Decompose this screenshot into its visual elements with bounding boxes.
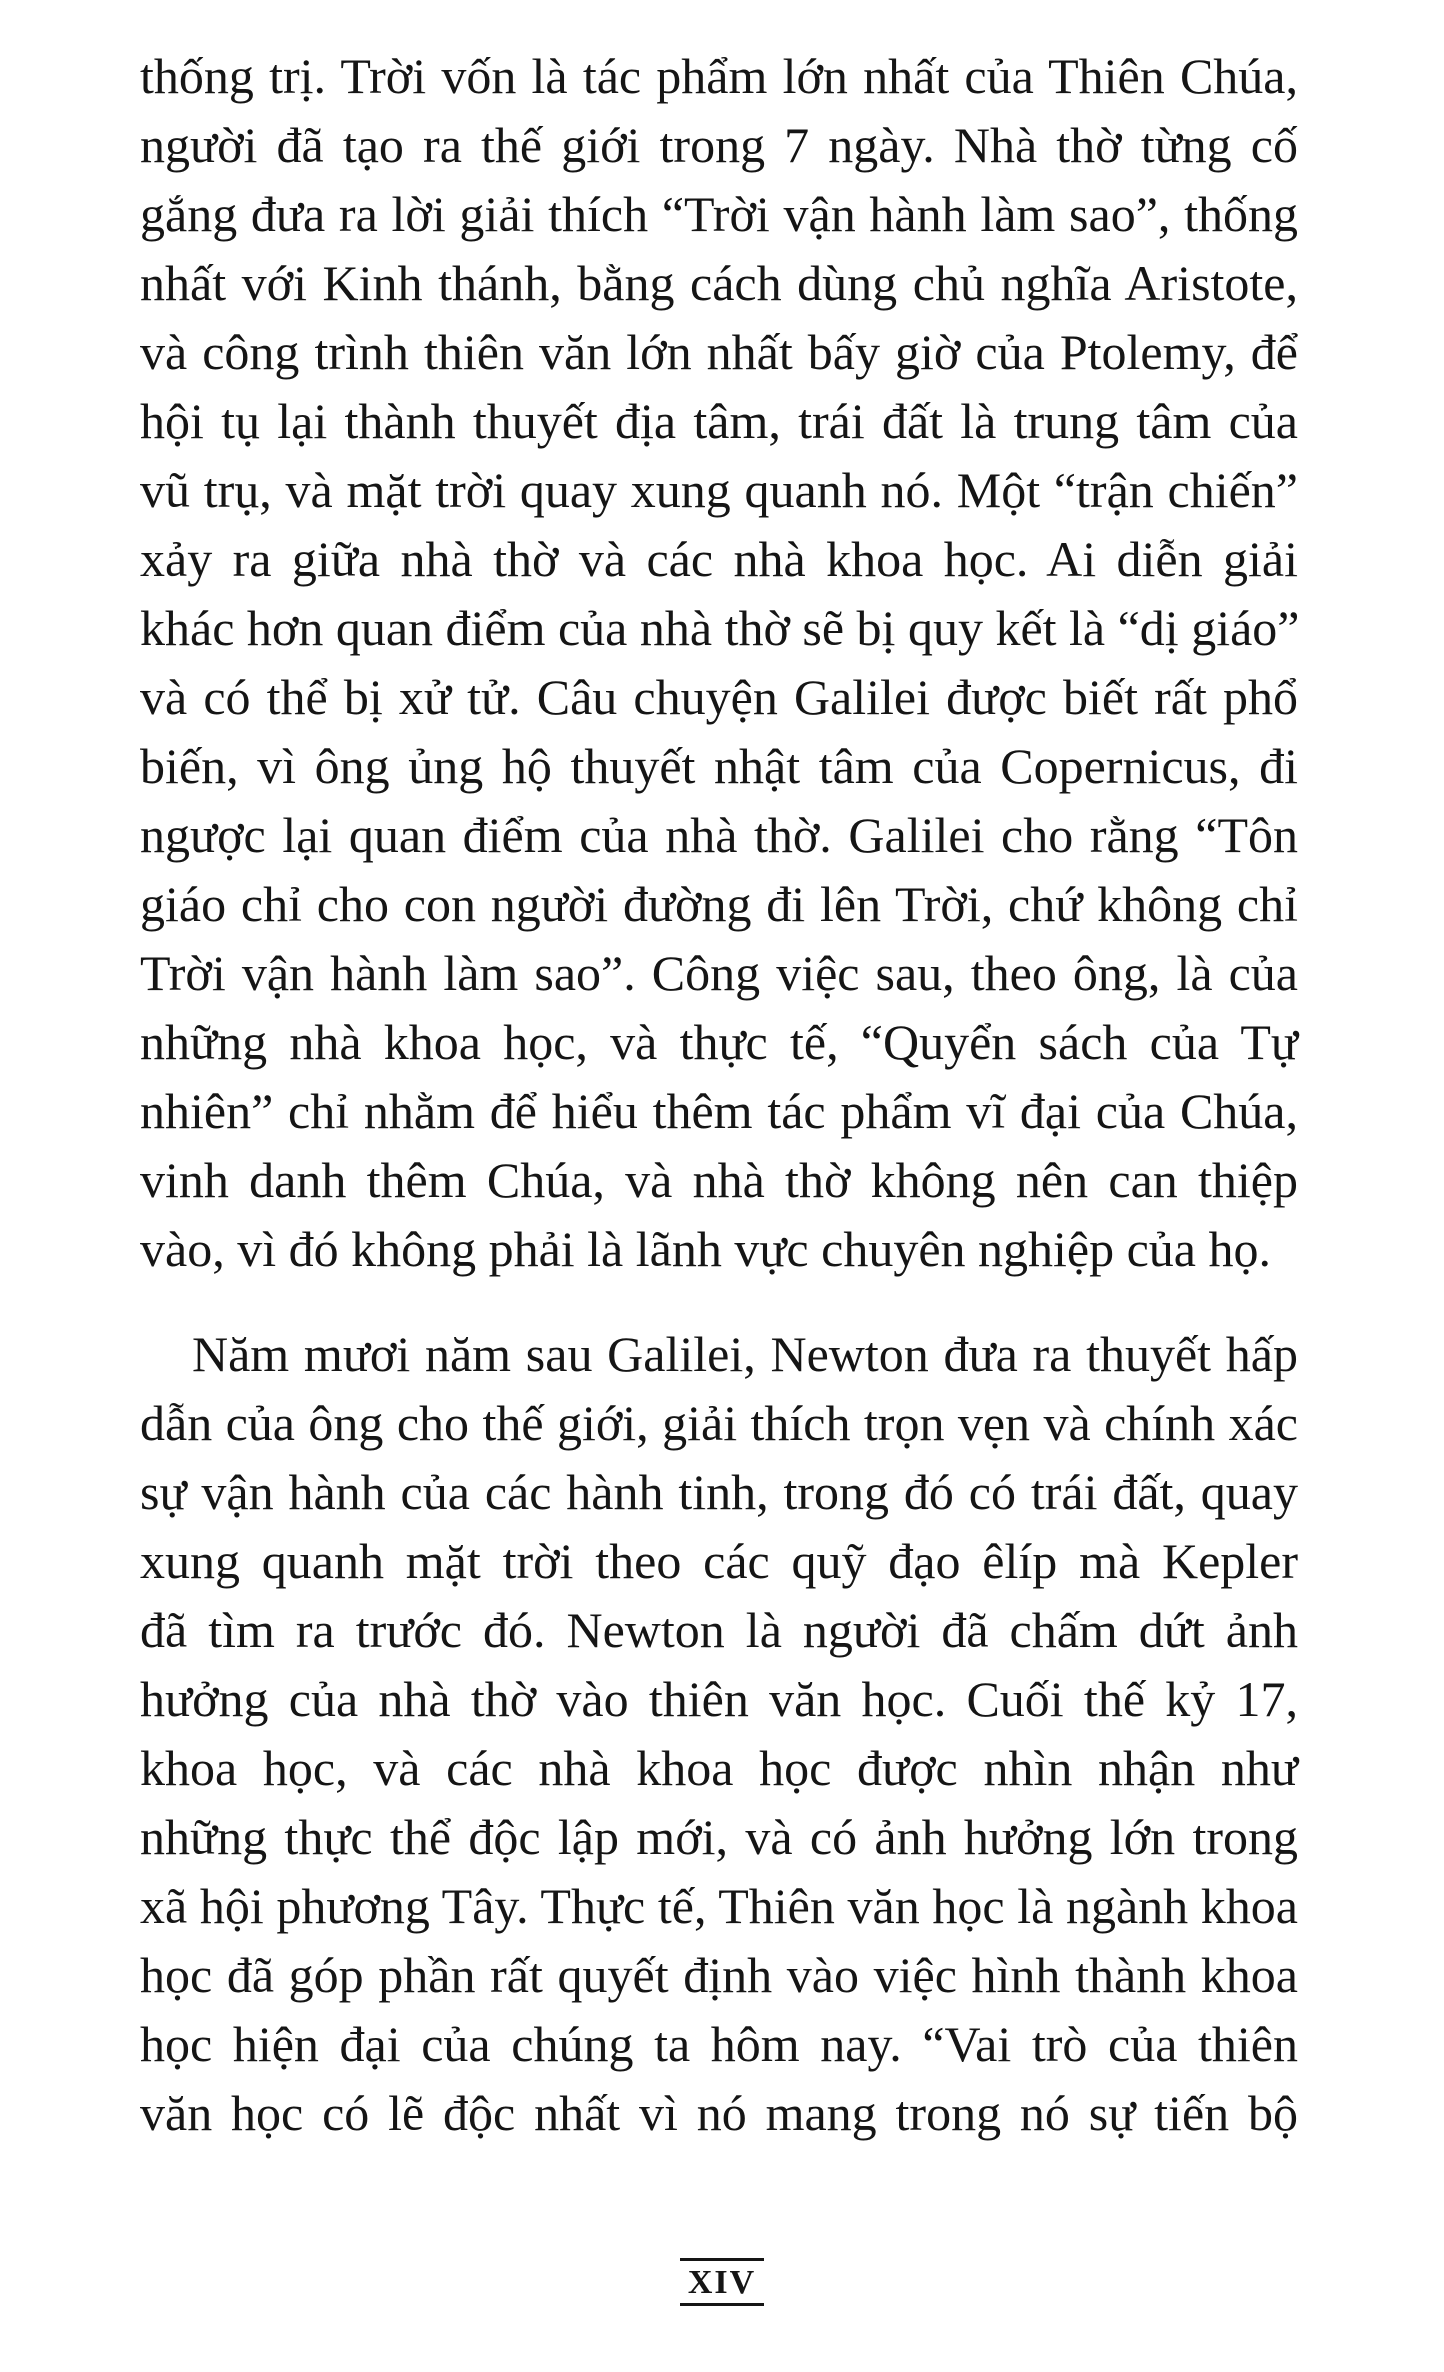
text-line: dẫn của ông cho thế giới, giải thích trọn vẹn và chính xác — [140, 1395, 1298, 1451]
text-line: Trời vận hành làm sao”. Công việc sau, theo ông, là của — [140, 945, 1298, 1001]
text-line: gắng đưa ra lời giải thích “Trời vận hành làm sao”, thống — [140, 186, 1298, 242]
page-number — [0, 2258, 1444, 2306]
text-line: xã hội phương Tây. Thực tế, Thiên văn học là ngành khoa — [140, 1878, 1298, 1934]
text-line: những thực thể độc lập mới, và có ảnh hưởng lớn trong — [140, 1809, 1298, 1865]
text-line: vinh danh thêm Chúa, và nhà thờ không nên can thiệp — [140, 1152, 1298, 1208]
text-line: sự vận hành của các hành tinh, trong đó có trái đất, quay — [140, 1464, 1298, 1520]
text-line: học đã góp phần rất quyết định vào việc hình thành khoa — [140, 1947, 1298, 2003]
text-line: những nhà khoa học, và thực tế, “Quyển sách của Tự — [140, 1014, 1298, 1070]
text-line: hội tụ lại thành thuyết địa tâm, trái đất là trung tâm của — [140, 393, 1298, 449]
text-line: vũ trụ, và mặt trời quay xung quanh nó. Một “trận chiến” — [140, 462, 1298, 518]
text-line: nhất với Kinh thánh, bằng cách dùng chủ nghĩa Aristote, — [140, 255, 1298, 311]
page-number-label: XIV — [680, 2258, 764, 2306]
text-line: đã tìm ra trước đó. Newton là người đã chấm dứt ảnh — [140, 1602, 1298, 1658]
text-line: nhiên” chỉ nhằm để hiểu thêm tác phẩm vĩ đại của Chúa, — [140, 1083, 1298, 1139]
paragraph-1 — [140, 42, 1298, 1284]
text-line: khoa học, và các nhà khoa học được nhìn nhận như — [140, 1740, 1298, 1796]
text-line: Năm mươi năm sau Galilei, Newton đưa ra thuyết hấp — [192, 1326, 1298, 1382]
text-line: giáo chỉ cho con người đường đi lên Trời, chứ không chỉ — [140, 876, 1298, 932]
text-line: khác hơn quan điểm của nhà thờ sẽ bị quy kết là “dị giáo” — [140, 600, 1300, 656]
text-line: thống trị. Trời vốn là tác phẩm lớn nhất của Thiên Chúa, — [140, 48, 1298, 104]
text-line: vào, vì đó không phải là lãnh vực chuyên nghiệp của họ. — [140, 1221, 1271, 1277]
paragraph-2 — [140, 1320, 1298, 2148]
text-line: học hiện đại của chúng ta hôm nay. “Vai trò của thiên — [140, 2016, 1298, 2072]
text-line: và công trình thiên văn lớn nhất bấy giờ của Ptolemy, để — [140, 324, 1298, 380]
text-line: xảy ra giữa nhà thờ và các nhà khoa học. Ai diễn giải — [140, 531, 1298, 587]
text-line: xung quanh mặt trời theo các quỹ đạo êlíp mà Kepler — [140, 1533, 1298, 1589]
text-line: hưởng của nhà thờ vào thiên văn học. Cuối thế kỷ 17, — [140, 1671, 1298, 1727]
text-line: và có thể bị xử tử. Câu chuyện Galilei được biết rất phổ — [140, 669, 1298, 725]
text-line: văn học có lẽ độc nhất vì nó mang trong nó sự tiến bộ — [140, 2085, 1298, 2141]
text-line: người đã tạo ra thế giới trong 7 ngày. Nhà thờ từng cố — [140, 117, 1298, 173]
text-line: biến, vì ông ủng hộ thuyết nhật tâm của Copernicus, đi — [140, 738, 1298, 794]
text-line: ngược lại quan điểm của nhà thờ. Galilei cho rằng “Tôn — [140, 807, 1298, 863]
